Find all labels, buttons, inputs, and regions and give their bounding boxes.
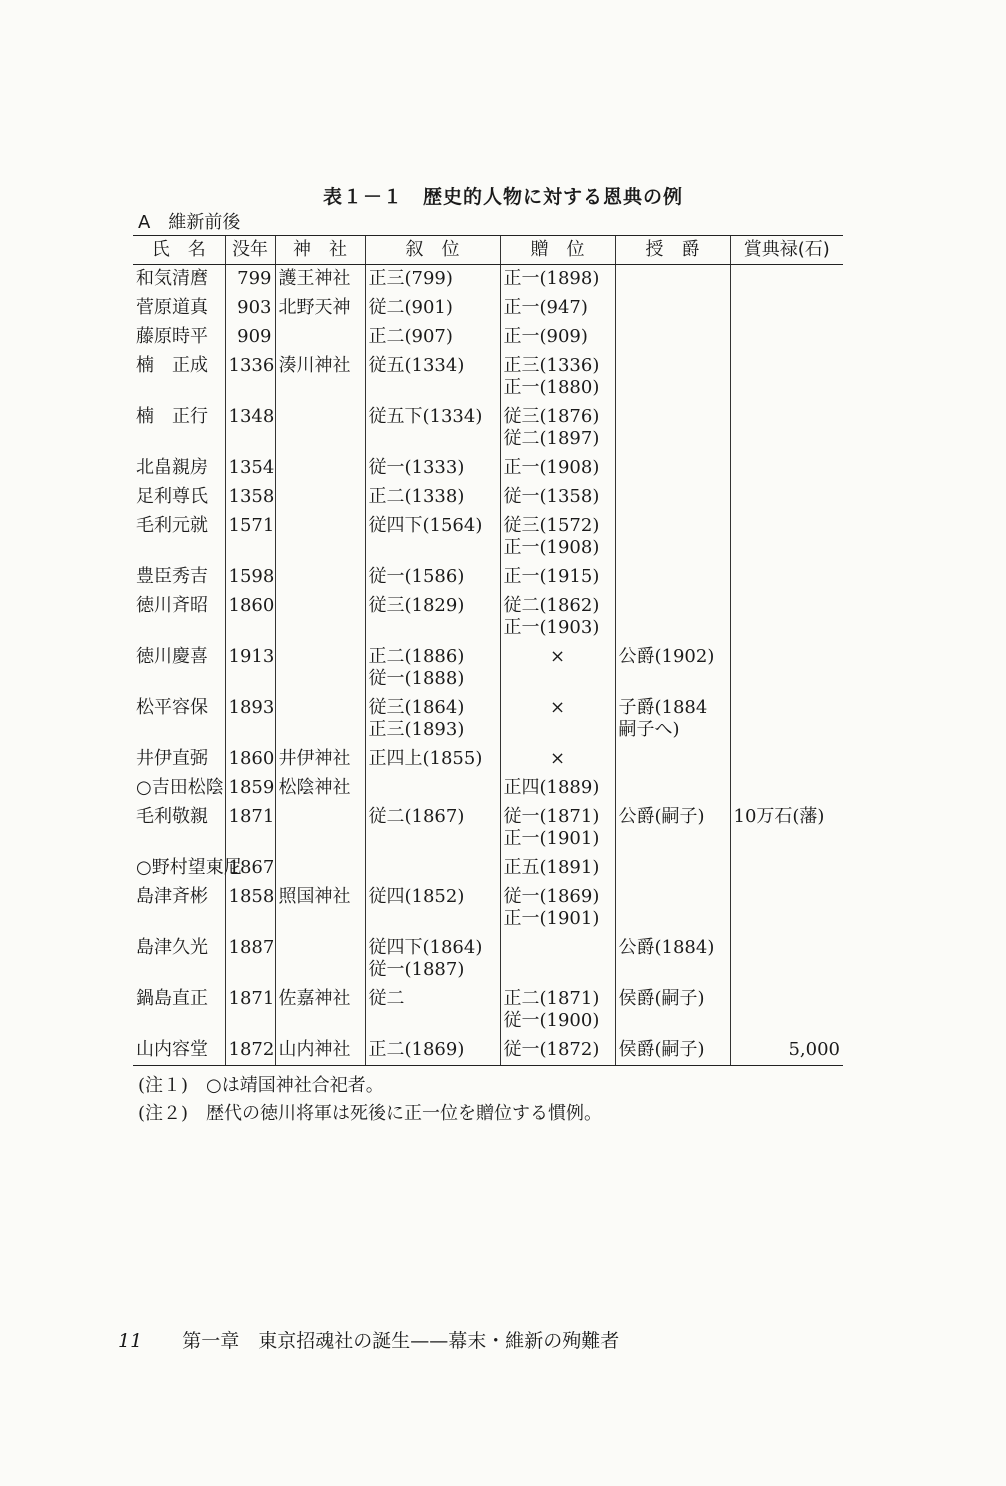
cell-shrine [275,563,365,592]
header-shrine: 神 社 [275,236,365,265]
cell-name: ○野村望東尼 [136,857,242,878]
cell-shrine [275,323,365,352]
cell-name: 北畠親房 [136,457,208,478]
cell-peerage: 侯爵(嗣子) [615,985,730,1036]
cell-death-year: 1571 [225,512,275,563]
cell-peerage [615,323,730,352]
table-caption: 表１－１ 歴史的人物に対する恩典の例 [322,186,683,208]
cell-rank: 正二(1886) 従一(1888) [365,643,500,694]
cell-death-year: 1867 [225,854,275,883]
cell-stipend [730,854,843,883]
cell-name: 島津斉彬 [136,886,208,907]
table-row [133,403,843,454]
cell-death-year: 909 [225,323,275,352]
cell-stipend [730,643,843,694]
cell-stipend [730,774,843,803]
header-rank: 叙 位 [365,236,500,265]
cell-posthumous-rank: 正一(947) [500,294,615,323]
cell-stipend: 5,000 [730,1036,843,1066]
cell-name: 足利尊氏 [136,486,208,507]
cell-posthumous-rank: 従一(1869) 正一(1901) [500,883,615,934]
cell-name: 徳川慶喜 [136,646,208,667]
cell-death-year: 799 [225,265,275,295]
cell-peerage: 公爵(嗣子) [615,803,730,854]
cell-name: 楠 正成 [136,355,208,376]
cell-name: 豊臣秀吉 [136,566,208,587]
cell-rank: 従四下(1564) [365,512,500,563]
section-label: A 維新前後 [138,212,241,233]
cell-shrine [275,592,365,643]
header-peerage: 授 爵 [615,236,730,265]
cell-posthumous-rank: 従一(1872) [500,1036,615,1066]
cell-posthumous-rank: 従一(1358) [500,483,615,512]
cell-rank: 従三(1829) [365,592,500,643]
cell-shrine [275,403,365,454]
note-2: (注２) 歴代の徳川将軍は死後に正一位を贈位する慣例。 [138,1103,603,1124]
cell-name: 楠 正行 [136,406,208,427]
cell-shrine: 山内神社 [275,1036,365,1066]
cell-stipend: 10万石(藩) [730,803,843,854]
table-row [133,563,843,592]
page-number: 11 [118,1330,143,1352]
cell-shrine [275,454,365,483]
table-row [133,854,843,883]
cell-shrine [275,643,365,694]
table-row [133,985,843,1036]
header-death-year: 没年 [225,236,275,265]
cell-posthumous-rank: 正二(1871) 従一(1900) [500,985,615,1036]
cell-peerage [615,483,730,512]
cell-peerage [615,883,730,934]
cell-name: ○吉田松陰 [136,777,224,798]
cell-peerage [615,563,730,592]
table-row [133,323,843,352]
cell-posthumous-rank: × [500,694,615,745]
cell-stipend [730,592,843,643]
table-row [133,774,843,803]
cell-posthumous-rank: 従一(1871) 正一(1901) [500,803,615,854]
table-row [133,694,843,745]
cell-stipend [730,323,843,352]
cell-name: 毛利敬親 [136,806,208,827]
cell-name: 藤原時平 [136,326,208,347]
cell-death-year: 1871 [225,985,275,1036]
cell-stipend [730,483,843,512]
cell-rank [365,774,500,803]
cell-death-year: 1336 [225,352,275,403]
cell-posthumous-rank: 正三(1336) 正一(1880) [500,352,615,403]
cell-death-year: 903 [225,294,275,323]
cell-peerage [615,352,730,403]
table-row [133,1036,843,1066]
cell-rank: 正二(1869) [365,1036,500,1066]
cell-posthumous-rank: 正四(1889) [500,774,615,803]
cell-posthumous-rank: 従三(1876) 従二(1897) [500,403,615,454]
notes [138,1072,602,1128]
cell-peerage [615,774,730,803]
header-name: 氏 名 [133,236,225,265]
cell-name: 鍋島直正 [136,988,208,1009]
cell-stipend [730,294,843,323]
table-row [133,265,843,295]
cell-stipend [730,563,843,592]
cell-death-year: 1872 [225,1036,275,1066]
cell-name: 菅原道真 [136,297,208,318]
cell-rank: 正四上(1855) [365,745,500,774]
cell-name: 徳川斉昭 [136,595,208,616]
cell-posthumous-rank: 正一(1908) [500,454,615,483]
cell-posthumous-rank: 正五(1891) [500,854,615,883]
cell-posthumous-rank: × [500,745,615,774]
cell-death-year: 1348 [225,403,275,454]
table-row [133,352,843,403]
cell-posthumous-rank: 従三(1572) 正一(1908) [500,512,615,563]
cell-name: 井伊直弼 [136,748,208,769]
cell-death-year: 1354 [225,454,275,483]
cell-rank: 従一(1333) [365,454,500,483]
cell-death-year: 1871 [225,803,275,854]
cell-stipend [730,403,843,454]
cell-peerage: 公爵(1884) [615,934,730,985]
cell-stipend [730,352,843,403]
note-1: (注１) ○は靖国神社合祀者。 [138,1075,384,1096]
cell-death-year: 1859 [225,774,275,803]
cell-rank: 従二(901) [365,294,500,323]
cell-rank: 従四下(1864) 従一(1887) [365,934,500,985]
table-row [133,483,843,512]
cell-name: 島津久光 [136,937,208,958]
cell-peerage [615,745,730,774]
cell-shrine [275,512,365,563]
cell-death-year: 1913 [225,643,275,694]
cell-posthumous-rank: × [500,643,615,694]
cell-name: 松平容保 [136,697,208,718]
cell-death-year: 1893 [225,694,275,745]
cell-peerage [615,294,730,323]
cell-rank: 従五(1334) [365,352,500,403]
cell-name: 毛利元就 [136,515,208,536]
cell-stipend [730,934,843,985]
cell-death-year: 1860 [225,592,275,643]
table-row [133,803,843,854]
cell-peerage: 侯爵(嗣子) [615,1036,730,1066]
cell-peerage [615,403,730,454]
cell-rank: 正三(799) [365,265,500,295]
header-stipend: 賞典禄(石) [730,236,843,265]
cell-peerage: 公爵(1902) [615,643,730,694]
cell-shrine [275,483,365,512]
chapter-title: 第一章 東京招魂社の誕生——幕末・維新の殉難者 [182,1330,620,1352]
cell-shrine: 北野天神 [275,294,365,323]
cell-posthumous-rank: 正一(1898) [500,265,615,295]
cell-shrine [275,694,365,745]
cell-shrine: 照国神社 [275,883,365,934]
cell-stipend [730,512,843,563]
cell-shrine [275,803,365,854]
cell-peerage [615,854,730,883]
cell-rank [365,854,500,883]
cell-rank: 従四(1852) [365,883,500,934]
cell-posthumous-rank: 正一(1915) [500,563,615,592]
cell-posthumous-rank: 従二(1862) 正一(1903) [500,592,615,643]
cell-peerage [615,454,730,483]
cell-stipend [730,985,843,1036]
cell-peerage [615,265,730,295]
cell-stipend [730,454,843,483]
cell-peerage [615,512,730,563]
table-row [133,934,843,985]
page-footer [118,1326,619,1353]
header-posthumous-rank: 贈 位 [500,236,615,265]
cell-shrine: 松陰神社 [275,774,365,803]
cell-stipend [730,745,843,774]
cell-posthumous-rank: 正一(909) [500,323,615,352]
cell-rank: 正二(907) [365,323,500,352]
cell-peerage [615,592,730,643]
cell-shrine: 井伊神社 [275,745,365,774]
header-row [133,236,843,265]
cell-name: 山内容堂 [133,1036,225,1066]
table-row [133,454,843,483]
cell-rank: 従二 [365,985,500,1036]
cell-rank: 従一(1586) [365,563,500,592]
cell-death-year: 1860 [225,745,275,774]
cell-death-year: 1598 [225,563,275,592]
table-row [133,592,843,643]
cell-death-year: 1858 [225,883,275,934]
cell-rank: 従三(1864) 正三(1893) [365,694,500,745]
table-row [133,883,843,934]
cell-rank: 従二(1867) [365,803,500,854]
cell-rank: 従五下(1334) [365,403,500,454]
cell-peerage: 子爵(1884 嗣子へ) [615,694,730,745]
cell-shrine: 湊川神社 [275,352,365,403]
cell-death-year: 1887 [225,934,275,985]
cell-shrine: 護王神社 [275,265,365,295]
table-row [133,294,843,323]
cell-death-year: 1358 [225,483,275,512]
cell-shrine: 佐嘉神社 [275,985,365,1036]
cell-name: 和気清麿 [136,268,208,289]
table-row [133,512,843,563]
cell-rank: 正二(1338) [365,483,500,512]
cell-shrine [275,854,365,883]
cell-stipend [730,883,843,934]
cell-posthumous-rank [500,934,615,985]
cell-shrine [275,934,365,985]
honors-table [133,235,843,1066]
cell-stipend [730,694,843,745]
table-row [133,643,843,694]
cell-stipend [730,265,843,295]
table-row [133,745,843,774]
